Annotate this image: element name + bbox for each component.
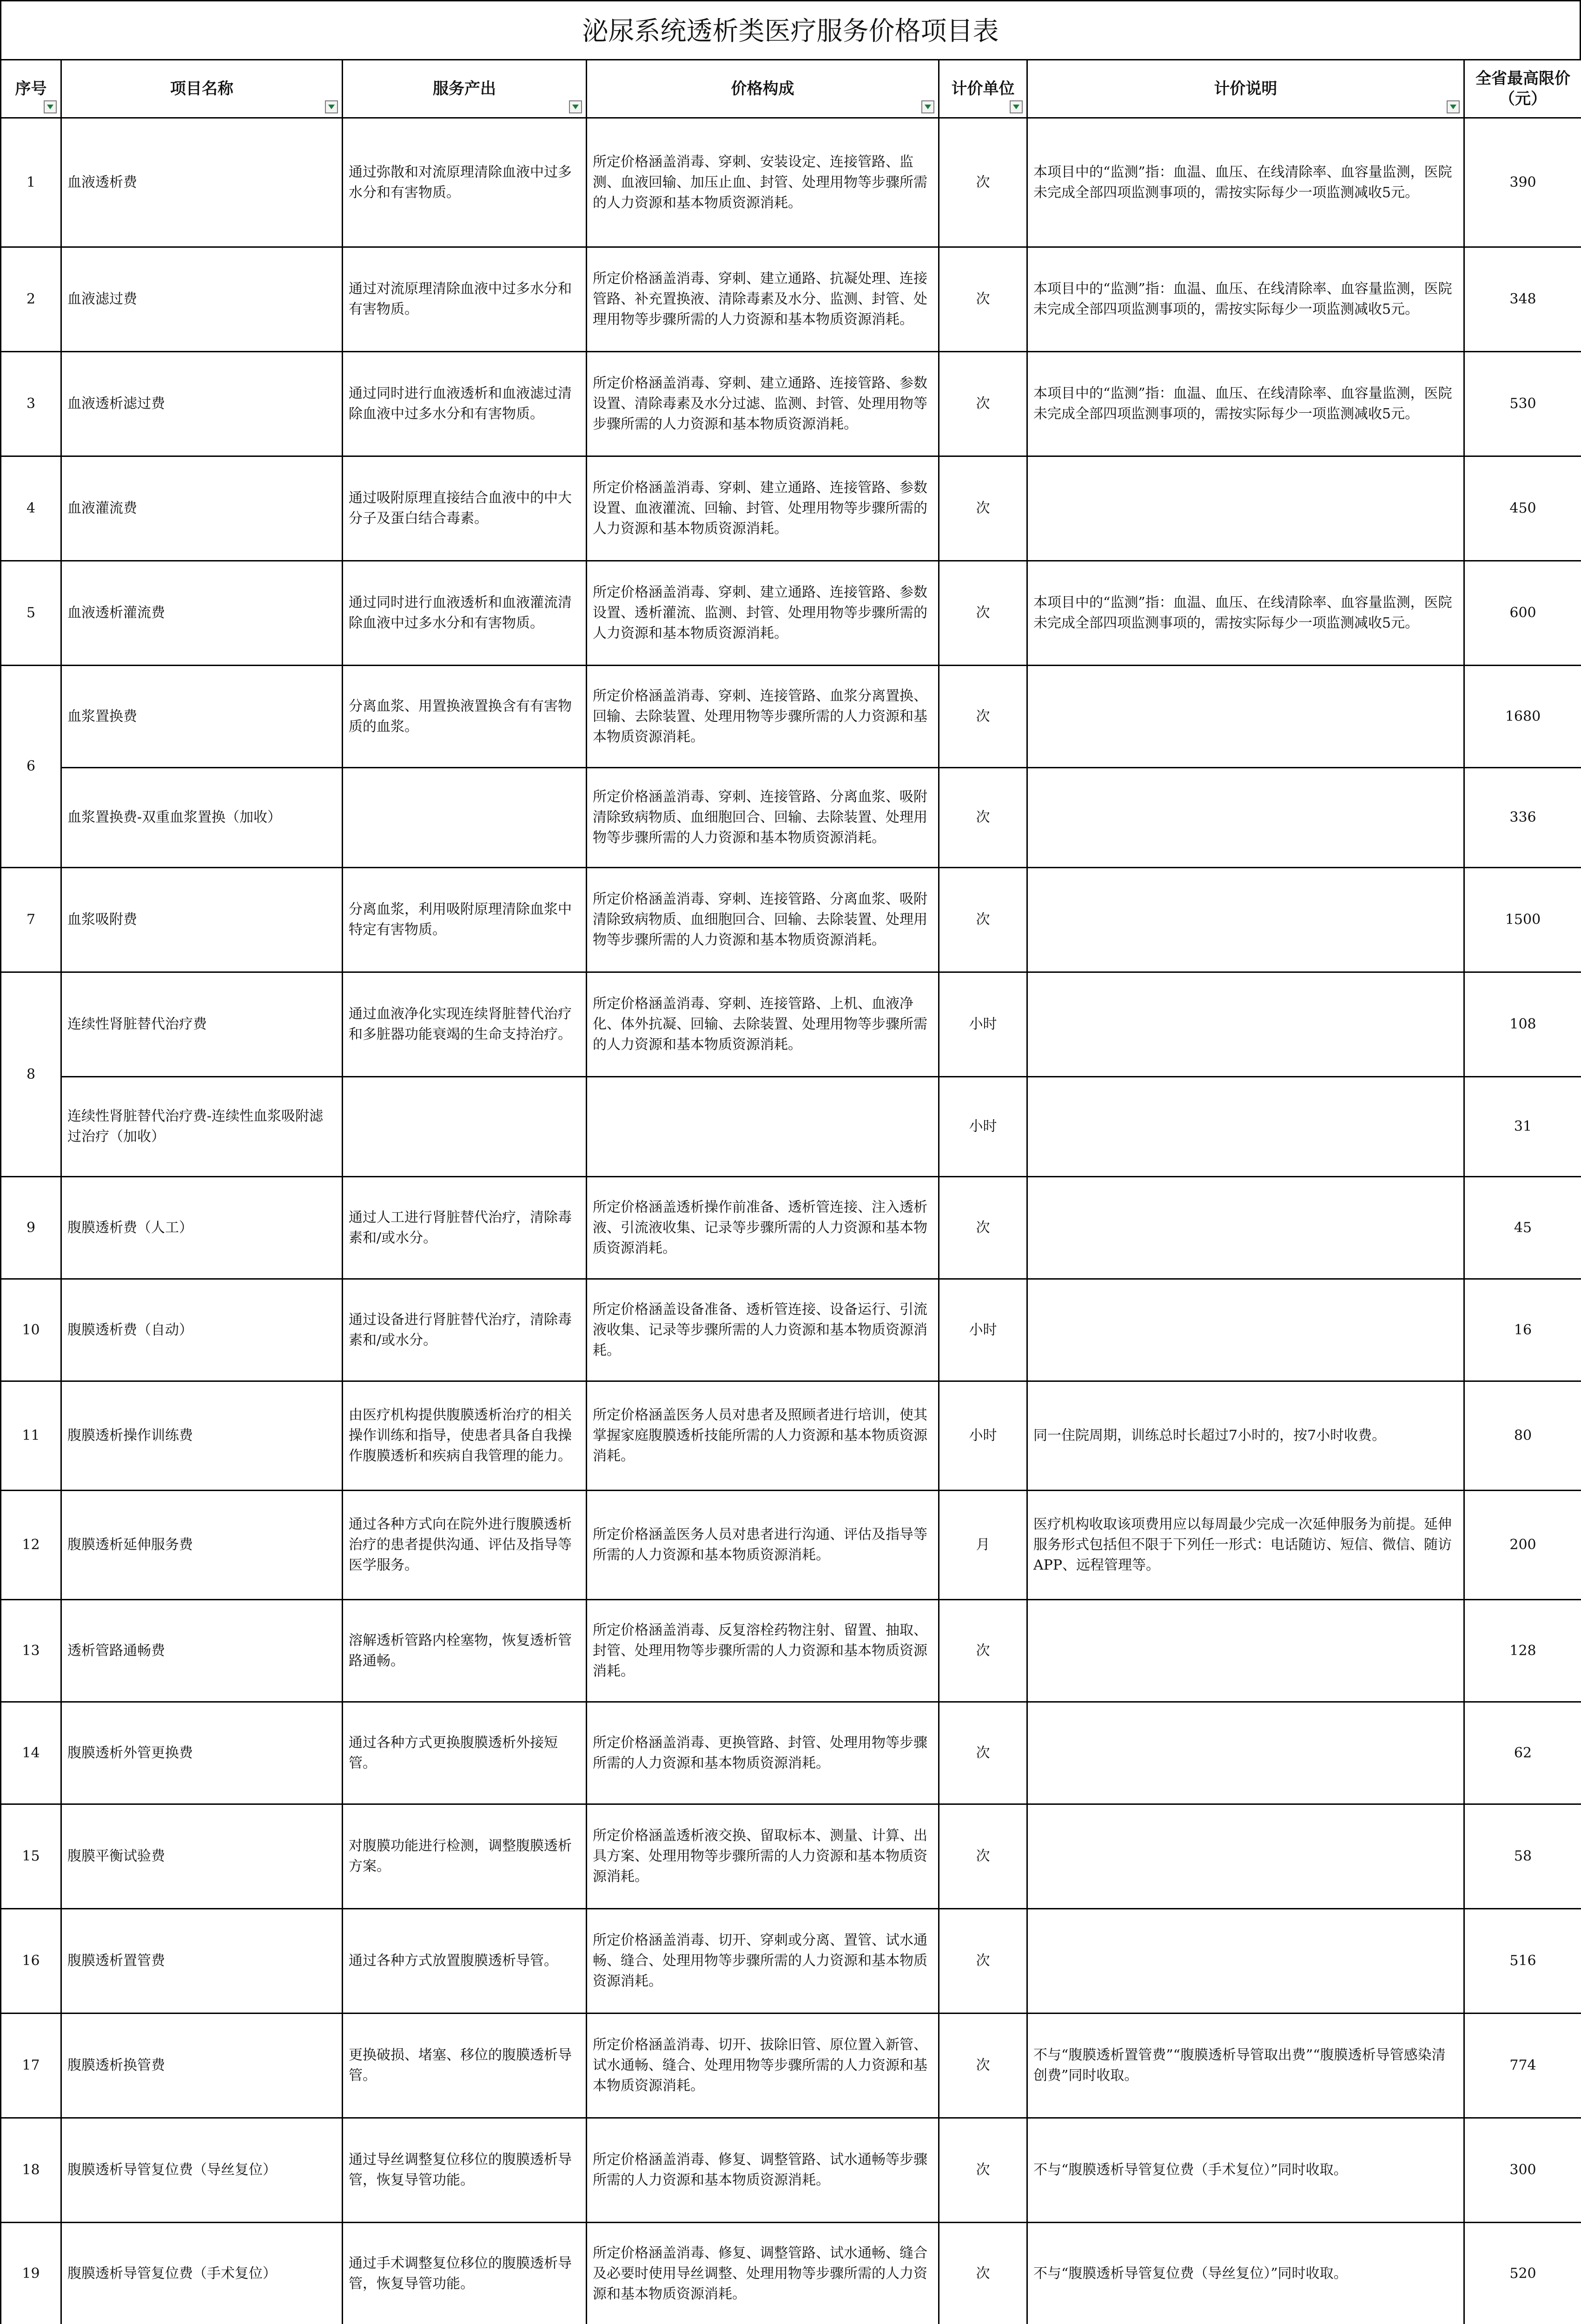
cell-composition: 所定价格涵盖消毒、穿刺、连接管路、上机、血液净化、体外抗凝、回输、去除装置、处理用物等步骤所需的人力资源和基本物质资源消耗。 (587, 972, 939, 1077)
cell-composition: 所定价格涵盖消毒、穿刺、连接管路、血浆分离置换、回输、去除装置、处理用物等步骤所需的人力资源和基本物质资源消耗。 (587, 666, 939, 768)
cell-composition: 所定价格涵盖设备准备、透析管连接、设备运行、引流液收集、记录等步骤所需的人力资源和基本物质资源消耗。 (587, 1279, 939, 1381)
column-header-unit: 计价单位 (939, 60, 1027, 118)
table-row (1, 1702, 1581, 1804)
cell-name: 血液透析滤过费 (61, 352, 343, 456)
cell-max-price: 336 (1464, 768, 1581, 868)
filter-dropdown-icon[interactable] (921, 100, 934, 113)
cell-explain (1027, 1177, 1464, 1279)
cell-name: 血液滤过费 (61, 247, 343, 352)
cell-unit: 次 (939, 1804, 1027, 1909)
cell-name: 腹膜透析操作训练费 (61, 1381, 343, 1491)
cell-composition: 所定价格涵盖消毒、修复、调整管路、试水通畅等步骤所需的人力资源和基本物质资源消耗。 (587, 2118, 939, 2223)
cell-max-price: 450 (1464, 456, 1581, 561)
cell-max-price: 108 (1464, 972, 1581, 1077)
cell-max-price: 516 (1464, 1909, 1581, 2014)
cell-composition: 所定价格涵盖消毒、修复、调整管路、试水通畅、缝合及必要时使用导丝调整、处理用物等步骤所需的人力资源和基本物质资源消耗。 (587, 2223, 939, 2324)
cell-output: 通过血液净化实现连续肾脏替代治疗和多脏器功能衰竭的生命支持治疗。 (343, 972, 587, 1077)
cell-composition: 所定价格涵盖消毒、切开、拔除旧管、原位置入新管、试水通畅、缝合、处理用物等步骤所需的人力资源和基本物质资源消耗。 (587, 2014, 939, 2118)
table-row (1, 1909, 1581, 2014)
table-row (1, 868, 1581, 972)
cell-max-price: 80 (1464, 1381, 1581, 1491)
cell-unit: 次 (939, 1909, 1027, 2014)
cell-max-price: 1680 (1464, 666, 1581, 768)
cell-no: 3 (1, 352, 61, 456)
cell-max-price: 1500 (1464, 868, 1581, 972)
cell-no: 12 (1, 1491, 61, 1600)
cell-output: 通过同时进行血液透析和血液灌流清除血液中过多水分和有害物质。 (343, 561, 587, 666)
cell-output: 由医疗机构提供腹膜透析治疗的相关操作训练和指导，使患者具备自我操作腹膜透析和疾病自我管理的能力。 (343, 1381, 587, 1491)
cell-max-price: 16 (1464, 1279, 1581, 1381)
cell-output: 通过弥散和对流原理清除血液中过多水分和有害物质。 (343, 118, 587, 247)
cell-max-price: 600 (1464, 561, 1581, 666)
cell-unit: 次 (939, 118, 1027, 247)
filter-dropdown-icon[interactable] (1010, 100, 1023, 113)
cell-max-price: 520 (1464, 2223, 1581, 2324)
cell-explain: 医疗机构收取该项费用应以每周最少完成一次延伸服务为前提。延伸服务形式包括但不限于下列任一形式：电话随访、短信、微信、随访APP、远程管理等。 (1027, 1491, 1464, 1600)
cell-no: 7 (1, 868, 61, 972)
cell-composition: 所定价格涵盖消毒、穿刺、连接管路、分离血浆、吸附清除致病物质、血细胞回合、回输、去除装置、处理用物等步骤所需的人力资源和基本物质资源消耗。 (587, 768, 939, 868)
cell-composition: 所定价格涵盖消毒、切开、穿刺或分离、置管、试水通畅、缝合、处理用物等步骤所需的人力资源和基本物质资源消耗。 (587, 1909, 939, 2014)
cell-composition: 所定价格涵盖消毒、穿刺、连接管路、分离血浆、吸附清除致病物质、血细胞回合、回输、去除装置、处理用物等步骤所需的人力资源和基本物质资源消耗。 (587, 868, 939, 972)
cell-no: 15 (1, 1804, 61, 1909)
cell-explain (1027, 1600, 1464, 1702)
table-row (1, 2014, 1581, 2118)
cell-unit: 小时 (939, 1077, 1027, 1177)
cell-output (343, 1077, 587, 1177)
table-row (1, 2118, 1581, 2223)
cell-max-price: 200 (1464, 1491, 1581, 1600)
cell-unit: 次 (939, 1600, 1027, 1702)
cell-explain: 不与“腹膜透析导管复位费（导丝复位）”同时收取。 (1027, 2223, 1464, 2324)
cell-no: 9 (1, 1177, 61, 1279)
cell-output: 通过各种方式放置腹膜透析导管。 (343, 1909, 587, 2014)
table-header-row (1, 60, 1581, 118)
cell-name: 血浆吸附费 (61, 868, 343, 972)
cell-no: 6 (1, 666, 61, 868)
cell-composition: 所定价格涵盖消毒、穿刺、建立通路、抗凝处理、连接管路、补充置换液、清除毒素及水分、监测、封管、处理用物等步骤所需的人力资源和基本物质资源消耗。 (587, 247, 939, 352)
filter-dropdown-icon[interactable] (44, 100, 57, 113)
cell-max-price: 45 (1464, 1177, 1581, 1279)
table-row (1, 352, 1581, 456)
cell-unit: 次 (939, 247, 1027, 352)
cell-explain (1027, 456, 1464, 561)
cell-unit: 次 (939, 2118, 1027, 2223)
cell-no: 1 (1, 118, 61, 247)
cell-no: 14 (1, 1702, 61, 1804)
cell-unit: 次 (939, 456, 1027, 561)
filter-dropdown-icon[interactable] (325, 100, 338, 113)
filter-dropdown-icon[interactable] (569, 100, 582, 113)
cell-composition: 所定价格涵盖消毒、反复溶栓药物注射、留置、抽取、封管、处理用物等步骤所需的人力资源和基本物质资源消耗。 (587, 1600, 939, 1702)
column-header-explain: 计价说明 (1027, 60, 1464, 118)
cell-max-price: 530 (1464, 352, 1581, 456)
cell-composition: 所定价格涵盖消毒、穿刺、建立通路、连接管路、参数设置、清除毒素及水分过滤、监测、封管、处理用物等步骤所需的人力资源和基本物质资源消耗。 (587, 352, 939, 456)
cell-output: 溶解透析管路内栓塞物，恢复透析管路通畅。 (343, 1600, 587, 1702)
cell-name: 腹膜透析外管更换费 (61, 1702, 343, 1804)
cell-unit: 次 (939, 2014, 1027, 2118)
column-header-output: 服务产出 (343, 60, 587, 118)
cell-name: 腹膜透析费（人工） (61, 1177, 343, 1279)
cell-name: 血液透析费 (61, 118, 343, 247)
cell-composition: 所定价格涵盖透析操作前准备、透析管连接、注入透析液、引流液收集、记录等步骤所需的人力资源和基本物质资源消耗。 (587, 1177, 939, 1279)
cell-name: 透析管路通畅费 (61, 1600, 343, 1702)
cell-output: 通过人工进行肾脏替代治疗，清除毒素和/或水分。 (343, 1177, 587, 1279)
cell-output: 通过各种方式更换腹膜透析外接短管。 (343, 1702, 587, 1804)
cell-output: 通过同时进行血液透析和血液滤过清除血液中过多水分和有害物质。 (343, 352, 587, 456)
column-header-composition: 价格构成 (587, 60, 939, 118)
table-row (1, 2223, 1581, 2324)
cell-name: 腹膜平衡试验费 (61, 1804, 343, 1909)
cell-name: 连续性肾脏替代治疗费-连续性血浆吸附滤过治疗（加收） (61, 1077, 343, 1177)
cell-name: 腹膜透析导管复位费（导丝复位） (61, 2118, 343, 2223)
cell-composition: 所定价格涵盖透析液交换、留取标本、测量、计算、出具方案、处理用物等步骤所需的人力资源和基本物质资源消耗。 (587, 1804, 939, 1909)
cell-unit: 次 (939, 666, 1027, 768)
table-row (1, 247, 1581, 352)
cell-max-price: 128 (1464, 1600, 1581, 1702)
cell-no: 11 (1, 1381, 61, 1491)
price-table (0, 59, 1581, 2324)
cell-no: 5 (1, 561, 61, 666)
cell-name: 腹膜透析导管复位费（手术复位） (61, 2223, 343, 2324)
cell-name: 腹膜透析换管费 (61, 2014, 343, 2118)
cell-no: 2 (1, 247, 61, 352)
cell-name: 连续性肾脏替代治疗费 (61, 972, 343, 1077)
cell-explain (1027, 868, 1464, 972)
cell-output: 通过各种方式向在院外进行腹膜透析治疗的患者提供沟通、评估及指导等医学服务。 (343, 1491, 587, 1600)
cell-unit: 小时 (939, 1381, 1027, 1491)
cell-max-price: 774 (1464, 2014, 1581, 2118)
cell-explain: 不与“腹膜透析导管复位费（手术复位）”同时收取。 (1027, 2118, 1464, 2223)
cell-explain (1027, 768, 1464, 868)
cell-max-price: 390 (1464, 118, 1581, 247)
column-header-no: 序号 (1, 60, 61, 118)
cell-no: 10 (1, 1279, 61, 1381)
cell-max-price: 62 (1464, 1702, 1581, 1804)
table-row (1, 456, 1581, 561)
cell-explain: 本项目中的“监测”指：血温、血压、在线清除率、血容量监测，医院未完成全部四项监测事项的，需按实际每少一项监测减收5元。 (1027, 352, 1464, 456)
page-title: 泌尿系统透析类医疗服务价格项目表 (0, 0, 1581, 60)
cell-name: 腹膜透析置管费 (61, 1909, 343, 2014)
cell-explain (1027, 666, 1464, 768)
table-row (1, 118, 1581, 247)
cell-max-price: 31 (1464, 1077, 1581, 1177)
cell-composition: 所定价格涵盖医务人员对患者及照顾者进行培训，使其掌握家庭腹膜透析技能所需的人力资源和基本物质资源消耗。 (587, 1381, 939, 1491)
column-header-max-price: 全省最高限价（元） (1464, 60, 1581, 118)
cell-no: 16 (1, 1909, 61, 2014)
cell-output: 分离血浆，利用吸附原理清除血浆中特定有害物质。 (343, 868, 587, 972)
cell-composition (587, 1077, 939, 1177)
table-row (1, 561, 1581, 666)
cell-output: 分离血浆、用置换液置换含有有害物质的血浆。 (343, 666, 587, 768)
cell-unit: 小时 (939, 972, 1027, 1077)
cell-explain (1027, 1077, 1464, 1177)
cell-output: 通过对流原理清除血液中过多水分和有害物质。 (343, 247, 587, 352)
table-row (1, 972, 1581, 1077)
table-row (1, 1177, 1581, 1279)
table-row (1, 1279, 1581, 1381)
cell-unit: 小时 (939, 1279, 1027, 1381)
cell-unit: 次 (939, 2223, 1027, 2324)
cell-no: 18 (1, 2118, 61, 2223)
cell-name: 血浆置换费 (61, 666, 343, 768)
cell-unit: 次 (939, 1177, 1027, 1279)
cell-no: 19 (1, 2223, 61, 2324)
cell-composition: 所定价格涵盖消毒、穿刺、安装设定、连接管路、监测、血液回输、加压止血、封管、处理用物等步骤所需的人力资源和基本物质资源消耗。 (587, 118, 939, 247)
cell-name: 腹膜透析费（自动） (61, 1279, 343, 1381)
table-row (1, 1381, 1581, 1491)
table-row (1, 1077, 1581, 1177)
cell-no: 13 (1, 1600, 61, 1702)
cell-composition: 所定价格涵盖医务人员对患者进行沟通、评估及指导等所需的人力资源和基本物质资源消耗。 (587, 1491, 939, 1600)
cell-unit: 次 (939, 561, 1027, 666)
cell-name: 血浆置换费-双重血浆置换（加收） (61, 768, 343, 868)
cell-max-price: 348 (1464, 247, 1581, 352)
cell-output (343, 768, 587, 868)
cell-output: 通过手术调整复位移位的腹膜透析导管，恢复导管功能。 (343, 2223, 587, 2324)
cell-output: 通过导丝调整复位移位的腹膜透析导管，恢复导管功能。 (343, 2118, 587, 2223)
cell-name: 血液灌流费 (61, 456, 343, 561)
table-row (1, 1804, 1581, 1909)
cell-output: 通过设备进行肾脏替代治疗，清除毒素和/或水分。 (343, 1279, 587, 1381)
cell-output: 更换破损、堵塞、移位的腹膜透析导管。 (343, 2014, 587, 2118)
cell-composition: 所定价格涵盖消毒、穿刺、建立通路、连接管路、参数设置、血液灌流、回输、封管、处理用物等步骤所需的人力资源和基本物质资源消耗。 (587, 456, 939, 561)
cell-max-price: 58 (1464, 1804, 1581, 1909)
column-header-name: 项目名称 (61, 60, 343, 118)
cell-unit: 次 (939, 1702, 1027, 1804)
cell-unit: 次 (939, 868, 1027, 972)
cell-unit: 次 (939, 352, 1027, 456)
filter-dropdown-icon[interactable] (1447, 100, 1460, 113)
table-row (1, 1600, 1581, 1702)
cell-explain: 不与“腹膜透析置管费”“腹膜透析导管取出费”“腹膜透析导管感染清创费”同时收取。 (1027, 2014, 1464, 2118)
cell-output: 对腹膜功能进行检测，调整腹膜透析方案。 (343, 1804, 587, 1909)
cell-explain: 本项目中的“监测”指：血温、血压、在线清除率、血容量监测，医院未完成全部四项监测事项的，需按实际每少一项监测减收5元。 (1027, 247, 1464, 352)
cell-no: 4 (1, 456, 61, 561)
cell-explain: 本项目中的“监测”指：血温、血压、在线清除率、血容量监测，医院未完成全部四项监测事项的，需按实际每少一项监测减收5元。 (1027, 561, 1464, 666)
cell-explain: 本项目中的“监测”指：血温、血压、在线清除率、血容量监测，医院未完成全部四项监测事项的，需按实际每少一项监测减收5元。 (1027, 118, 1464, 247)
cell-no: 8 (1, 972, 61, 1177)
cell-name: 血液透析灌流费 (61, 561, 343, 666)
cell-name: 腹膜透析延伸服务费 (61, 1491, 343, 1600)
cell-explain (1027, 1909, 1464, 2014)
cell-explain: 同一住院周期，训练总时长超过7小时的，按7小时收费。 (1027, 1381, 1464, 1491)
cell-composition: 所定价格涵盖消毒、更换管路、封管、处理用物等步骤所需的人力资源和基本物质资源消耗。 (587, 1702, 939, 1804)
cell-explain (1027, 1279, 1464, 1381)
table-row (1, 768, 1581, 868)
table-row (1, 1491, 1581, 1600)
cell-unit: 次 (939, 768, 1027, 868)
table-row (1, 666, 1581, 768)
cell-no: 17 (1, 2014, 61, 2118)
cell-explain (1027, 1702, 1464, 1804)
cell-composition: 所定价格涵盖消毒、穿刺、建立通路、连接管路、参数设置、透析灌流、监测、封管、处理用物等步骤所需的人力资源和基本物质资源消耗。 (587, 561, 939, 666)
cell-output: 通过吸附原理直接结合血液中的中大分子及蛋白结合毒素。 (343, 456, 587, 561)
cell-explain (1027, 1804, 1464, 1909)
cell-unit: 月 (939, 1491, 1027, 1600)
cell-explain (1027, 972, 1464, 1077)
cell-max-price: 300 (1464, 2118, 1581, 2223)
